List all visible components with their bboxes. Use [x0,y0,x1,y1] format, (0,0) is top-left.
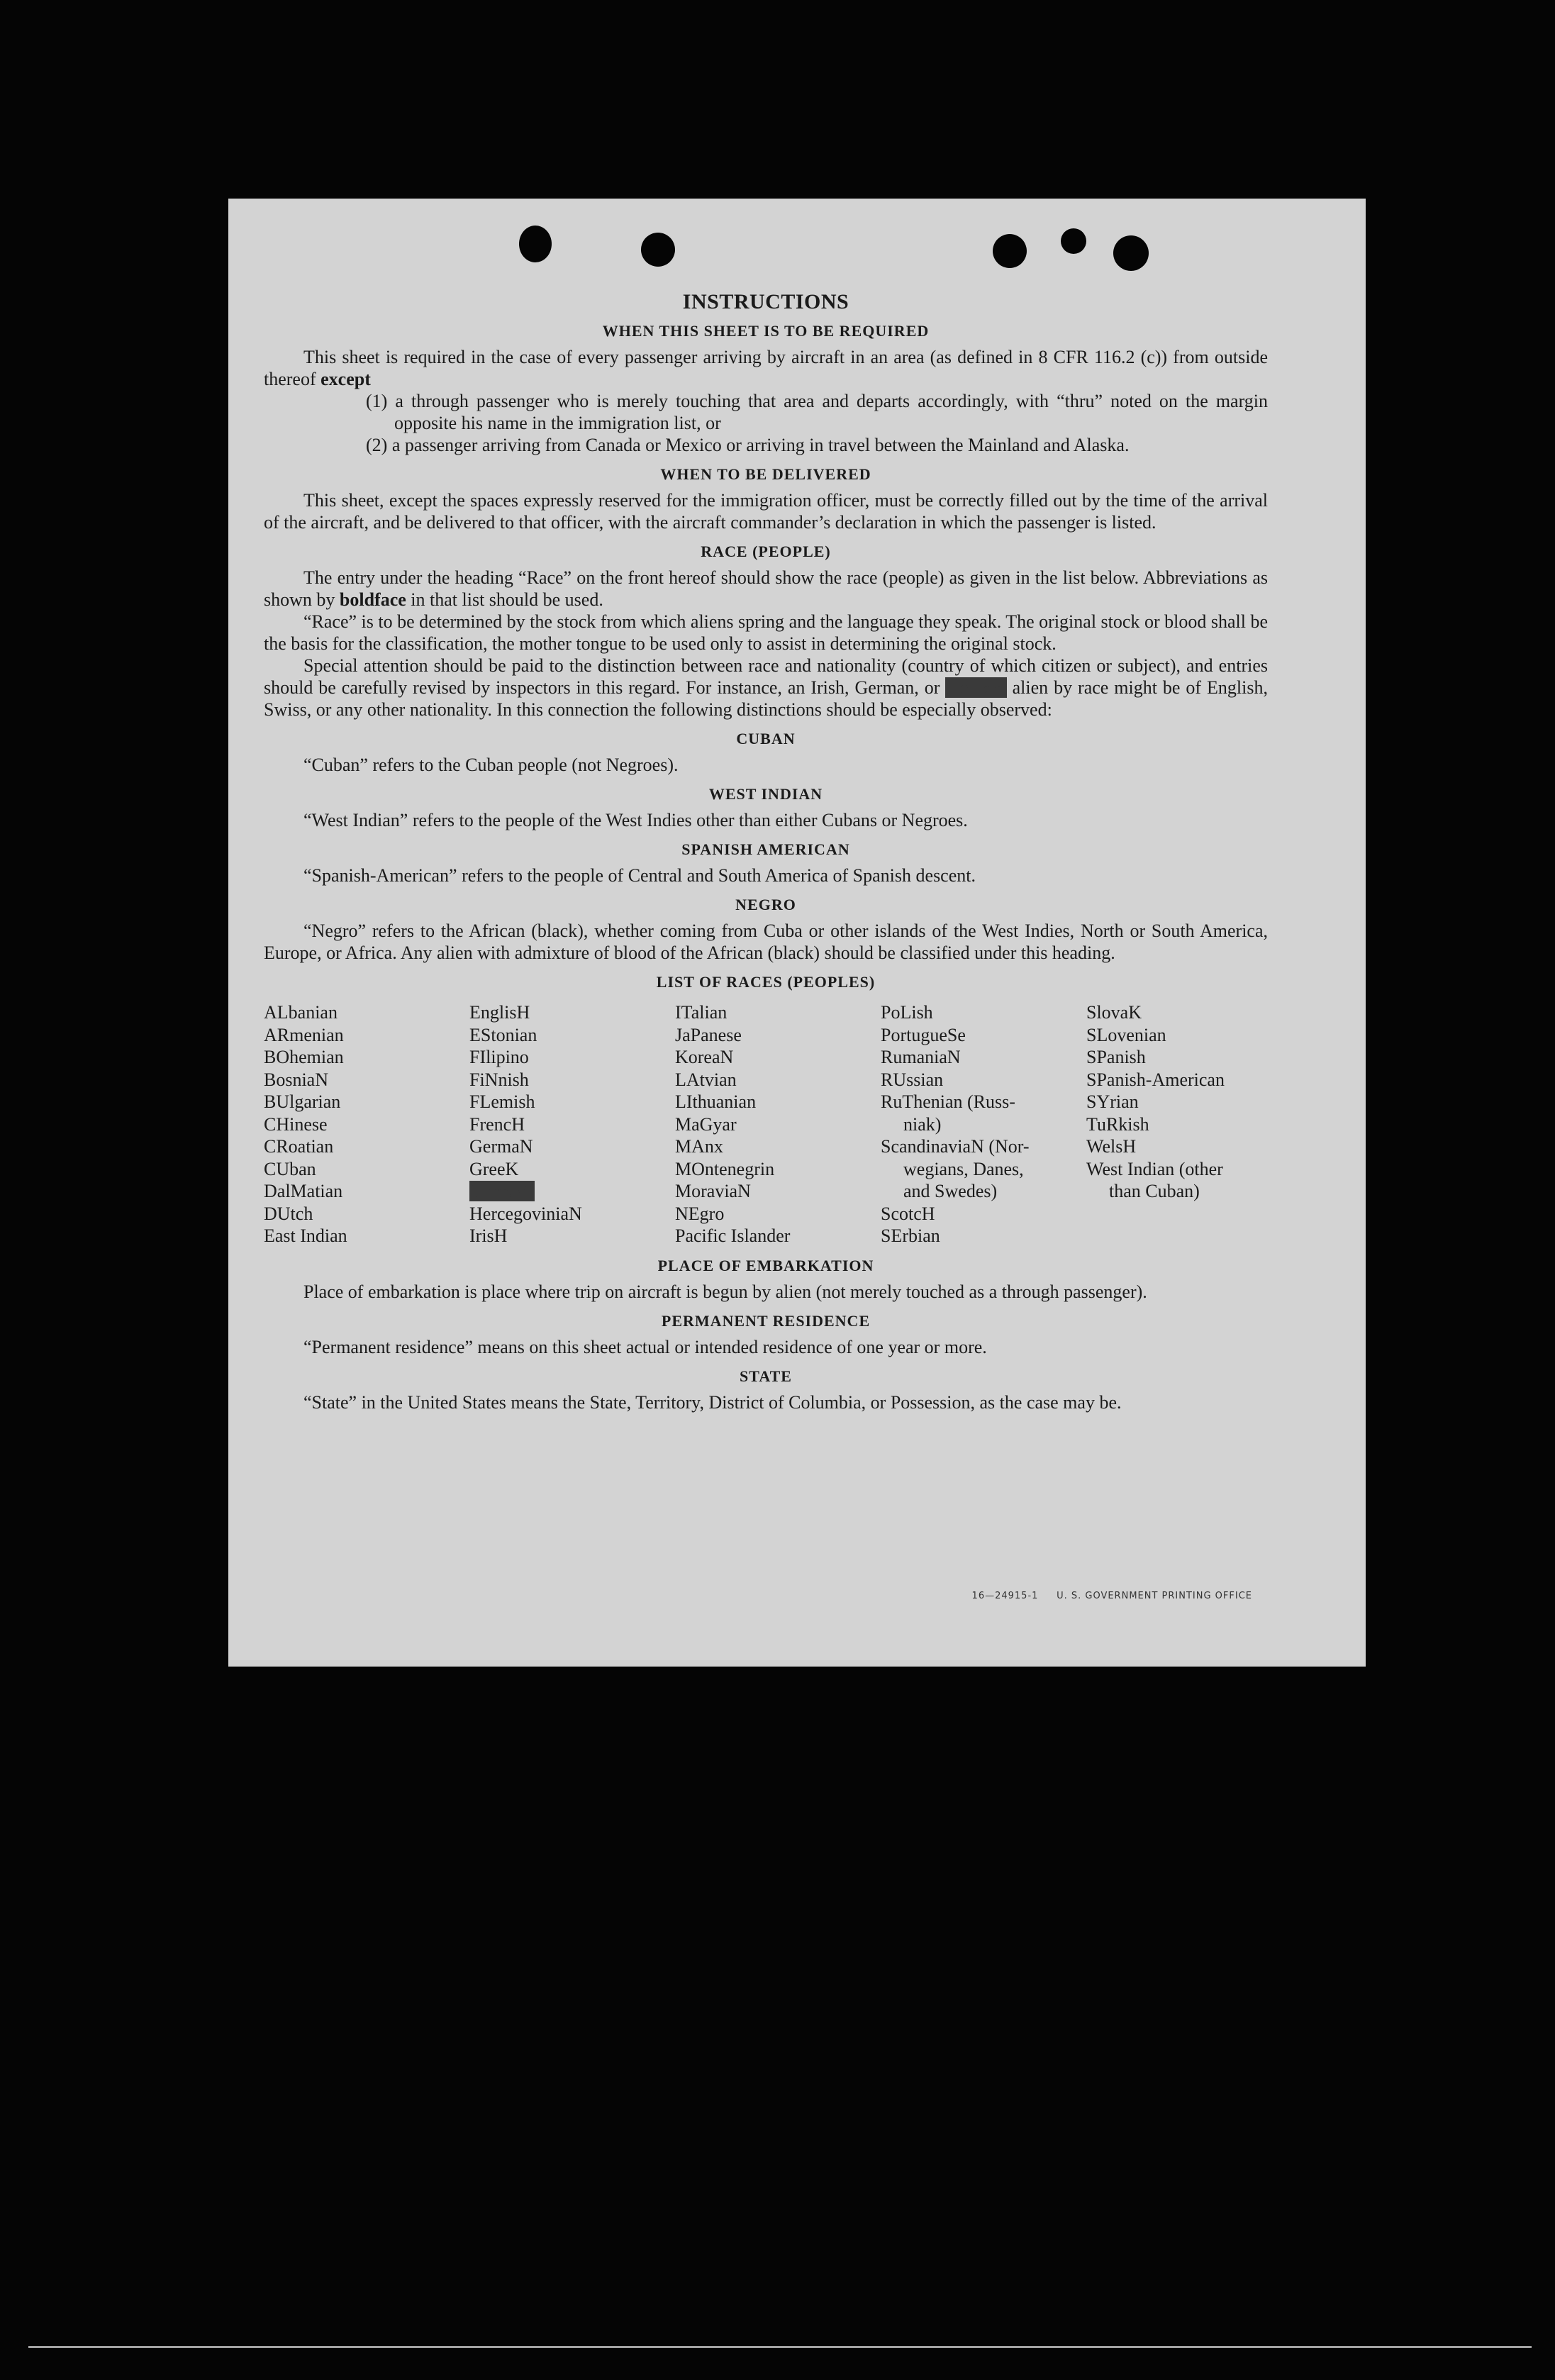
west-indian-text: “West Indian” refers to the people of the West Indies other than either Cubans or Negroes. [303,810,968,830]
punch-hole [641,233,675,267]
race-item: LIthuanian [675,1091,757,1112]
race-item: ScandinaviaN (Nor- [881,1136,1030,1157]
race-item: CRoatian [264,1136,334,1157]
race-item: wegians, Danes, [903,1158,1024,1179]
race-item-redacted: HebreW [471,1181,534,1201]
race-item: MAnx [675,1136,723,1157]
race-item: FiNnish [469,1069,529,1090]
section-heading-races-list: LIST OF RACES (PEOPLES) [656,973,876,991]
race-item: West Indian (other [1086,1158,1223,1179]
race-item: EStonian [469,1024,537,1045]
races-column [881,1001,1086,1247]
instruction-sheet [228,199,1366,1667]
race-item: niak) [903,1113,942,1135]
scan-edge-line [28,2346,1532,2348]
printer-credit: U. S. GOVERNMENT PRINTING OFFICE [1057,1591,1252,1601]
race-item: SPanish [1086,1047,1146,1067]
section-heading-west-indian: WEST INDIAN [708,785,823,803]
form-number: 16—24915-1 [971,1591,1039,1601]
race-paragraph-1: The entry under the heading “Race” on the front hereof should show the race (people) as given in the list below. Abbreviations as shown by boldface in that list should be used. [264,567,1268,610]
race-item: than Cuban) [1109,1181,1200,1201]
section-heading-spanish-american: SPANISH AMERICAN [681,840,850,858]
races-column [264,1001,469,1247]
race-item: ScotcH [881,1203,935,1224]
punch-hole [1113,235,1149,271]
required-item-2: (2) a passenger arriving from Canada or Mexico or arriving in travel between the Mainland and Alaska. [366,435,1130,455]
section-heading-required: WHEN THIS SHEET IS TO BE REQUIRED [602,322,930,340]
race-item: MaGyar [675,1113,737,1135]
race-item: IrisH [469,1225,508,1246]
section-heading-embarkation: PLACE OF EMBARKATION [657,1256,874,1274]
print-footer [972,1585,1252,1607]
race-item: PortugueSe [881,1024,966,1045]
race-item: NEgro [675,1203,725,1224]
section-heading-residence: PERMANENT RESIDENCE [661,1311,871,1330]
race-item: MoraviaN [675,1181,751,1201]
race-item: DUtch [264,1203,313,1224]
section-heading-cuban: CUBAN [736,730,796,747]
page-title: INSTRUCTIONS [682,290,849,313]
race-item: FLemish [469,1091,535,1112]
races-list [264,1001,1268,1247]
races-column [675,1001,881,1247]
section-heading-state: STATE [740,1367,792,1385]
race-item: HercegoviniaN [469,1203,582,1224]
race-item: SPanish-American [1086,1069,1225,1090]
spanish-american-text: “Spanish-American” refers to the people of Central and South America of Spanish descent. [303,865,976,886]
punch-hole [519,226,552,262]
required-intro: This sheet is required in the case of every passenger arriving by aircraft in an area (as defined in 8 CFR 116.2 (c)) from outside thereof except [264,347,1268,389]
required-item-1: (1) a through passenger who is merely touching that area and departs accordingly, with “thru” noted on the margin opposite his name in the immigration list, or [366,391,1268,433]
race-item: RuThenian (Russ- [881,1091,1015,1112]
sheet-content [264,291,1268,1413]
race-item: GreeK [469,1158,519,1179]
race-item: RumaniaN [881,1047,961,1067]
race-item: GermaN [469,1136,533,1157]
race-item: DalMatian [264,1181,343,1201]
race-paragraph-2: “Race” is to be determined by the stock from which aliens spring and the language they speak. The original stock or blood shall be the basis for the classification, the mother tongue to be used only to assist in determining the original stock. [264,611,1268,654]
race-item: KoreaN [675,1047,734,1067]
race-item: Pacific Islander [675,1225,791,1246]
race-item: JaPanese [675,1024,742,1045]
race-item: RUssian [881,1069,944,1090]
race-item: BosniaN [264,1069,328,1090]
race-item: ITalian [675,1002,728,1023]
race-item: FIlipino [469,1047,529,1067]
punch-hole [1061,228,1086,254]
state-text: “State” in the United States means the State, Territory, District of Columbia, or Possession, as the case may be. [303,1391,1122,1413]
race-paragraph-3: Special attention should be paid to the distinction between race and nationality (country of which citizen or subject), and entries should be carefully revised by inspectors in this regard. For instance, an Irish, German, or Hebrew alien by race might be of English, Swiss, or any other nationality. In this connection the following distinctions should be especially observed: [264,655,1268,720]
section-heading-negro: NEGRO [735,896,796,913]
redacted-word: Hebrew [947,677,1005,698]
section-heading-race: RACE (PEOPLE) [701,543,831,560]
delivered-text: This sheet, except the spaces expressly reserved for the immigration officer, must be correctly filled out by the time of the arrival of the aircraft, and be delivered to that officer, with the aircraft commander’s declaration in which the passenger is listed. [264,490,1268,533]
residence-text: “Permanent residence” means on this sheet actual or intended residence of one year or more. [303,1336,987,1357]
race-item: CUban [264,1158,316,1179]
race-item: MOntenegrin [675,1158,775,1179]
cuban-text: “Cuban” refers to the Cuban people (not Negroes). [303,755,679,775]
race-item: and Swedes) [903,1181,998,1201]
race-item: PoLish [881,1002,933,1023]
section-heading-delivered: WHEN TO BE DELIVERED [660,465,871,483]
race-item: LAtvian [675,1069,737,1090]
race-item: SlovaK [1086,1002,1142,1023]
races-column [1086,1001,1268,1247]
races-column [469,1001,675,1247]
race-item: SLovenian [1086,1024,1166,1045]
race-item: SErbian [881,1225,940,1246]
race-item: WelsH [1086,1136,1137,1157]
race-item: TuRkish [1086,1113,1149,1135]
negro-text: “Negro” refers to the African (black), whether coming from Cuba or other islands of the West Indies, North or South America, Europe, or Africa. Any alien with admixture of blood of the African (black) should be classified under this heading. [264,921,1268,963]
punch-hole [993,234,1027,268]
race-item: East Indian [264,1225,347,1246]
race-item: FrencH [469,1113,525,1135]
race-item: SYrian [1086,1091,1139,1112]
race-item: BOhemian [264,1047,344,1067]
race-item: BUlgarian [264,1091,341,1112]
race-item: EnglisH [469,1002,530,1023]
embarkation-text: Place of embarkation is place where trip on aircraft is begun by alien (not merely touched as a through passenger). [303,1281,1147,1302]
race-item: CHinese [264,1113,328,1135]
race-item: ALbanian [264,1002,338,1023]
race-item: ARmenian [264,1024,344,1045]
